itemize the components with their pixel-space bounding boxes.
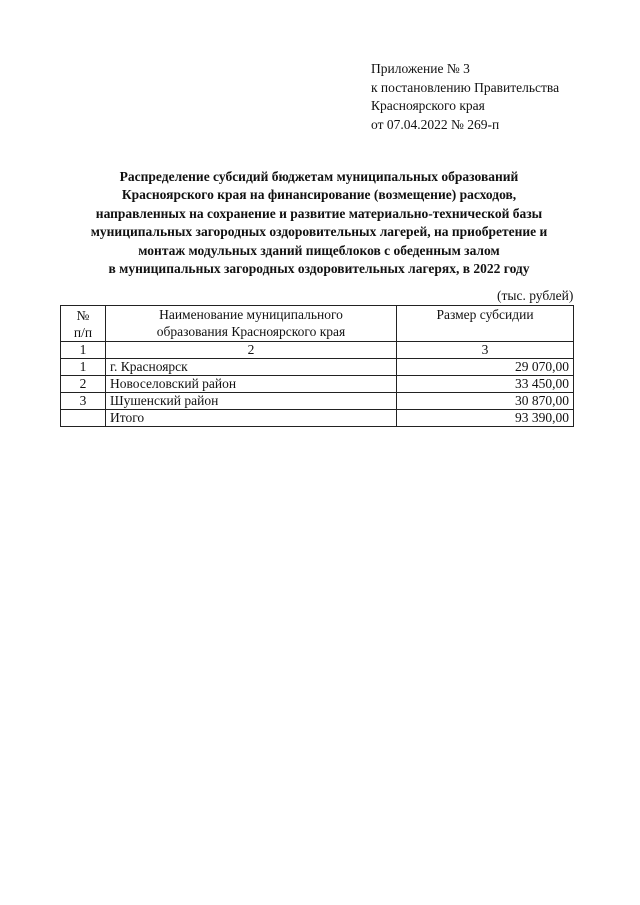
row-name: Новоселовский район [106, 376, 397, 393]
header-name [106, 306, 397, 342]
table-row [61, 376, 574, 393]
title-line: Распределение субсидий бюджетам муниципальных образований [119, 169, 519, 184]
header-name-line2: образования Красноярского края [156, 324, 346, 339]
total-amount: 93 390,00 [397, 410, 574, 427]
row-number: 3 [61, 393, 106, 410]
appendix-line: к постановлению Правительства [371, 79, 560, 95]
row-amount: 33 450,00 [397, 376, 574, 393]
appendix-header [371, 60, 559, 134]
table-header-row [61, 306, 574, 342]
header-amount: Размер субсидии [397, 306, 574, 342]
row-amount: 29 070,00 [397, 359, 574, 376]
header-name-line1: Наименование муниципального [159, 307, 343, 322]
row-number: 2 [61, 376, 106, 393]
appendix-line: от 07.04.2022 № 269-п [371, 116, 500, 132]
table-row [61, 359, 574, 376]
column-number: 2 [106, 342, 397, 359]
row-name: г. Красноярск [106, 359, 397, 376]
header-number [61, 306, 106, 342]
column-number: 3 [397, 342, 574, 359]
column-numbers-row [61, 342, 574, 359]
appendix-line: Красноярского края [371, 98, 485, 113]
row-number: 1 [61, 359, 106, 376]
total-number [61, 410, 106, 427]
column-number: 1 [61, 342, 106, 359]
units-note: (тыс. рублей) [497, 288, 574, 303]
document-title [58, 168, 580, 278]
total-row [61, 410, 574, 427]
header-number-line2: п/п [73, 325, 93, 340]
row-name: Шушенский район [106, 393, 397, 410]
header-number-line1: № [76, 308, 90, 323]
total-label: Итого [106, 410, 397, 427]
title-line: в муниципальных загородных оздоровительных лагерях, в 2022 году [108, 261, 530, 277]
title-line: муниципальных загородных оздоровительных лагерей, на приобретение и [90, 224, 548, 240]
appendix-line: Приложение № 3 [371, 61, 470, 76]
title-line: Красноярского края на финансирование (возмещение) расходов, [121, 187, 517, 203]
title-line: монтаж модульных зданий пищеблоков с обеденным залом [138, 242, 500, 258]
row-amount: 30 870,00 [397, 393, 574, 410]
table-row [61, 393, 574, 410]
title-line: направленных на сохранение и развитие материально-технической базы [95, 205, 543, 221]
subsidies-table [60, 305, 574, 427]
